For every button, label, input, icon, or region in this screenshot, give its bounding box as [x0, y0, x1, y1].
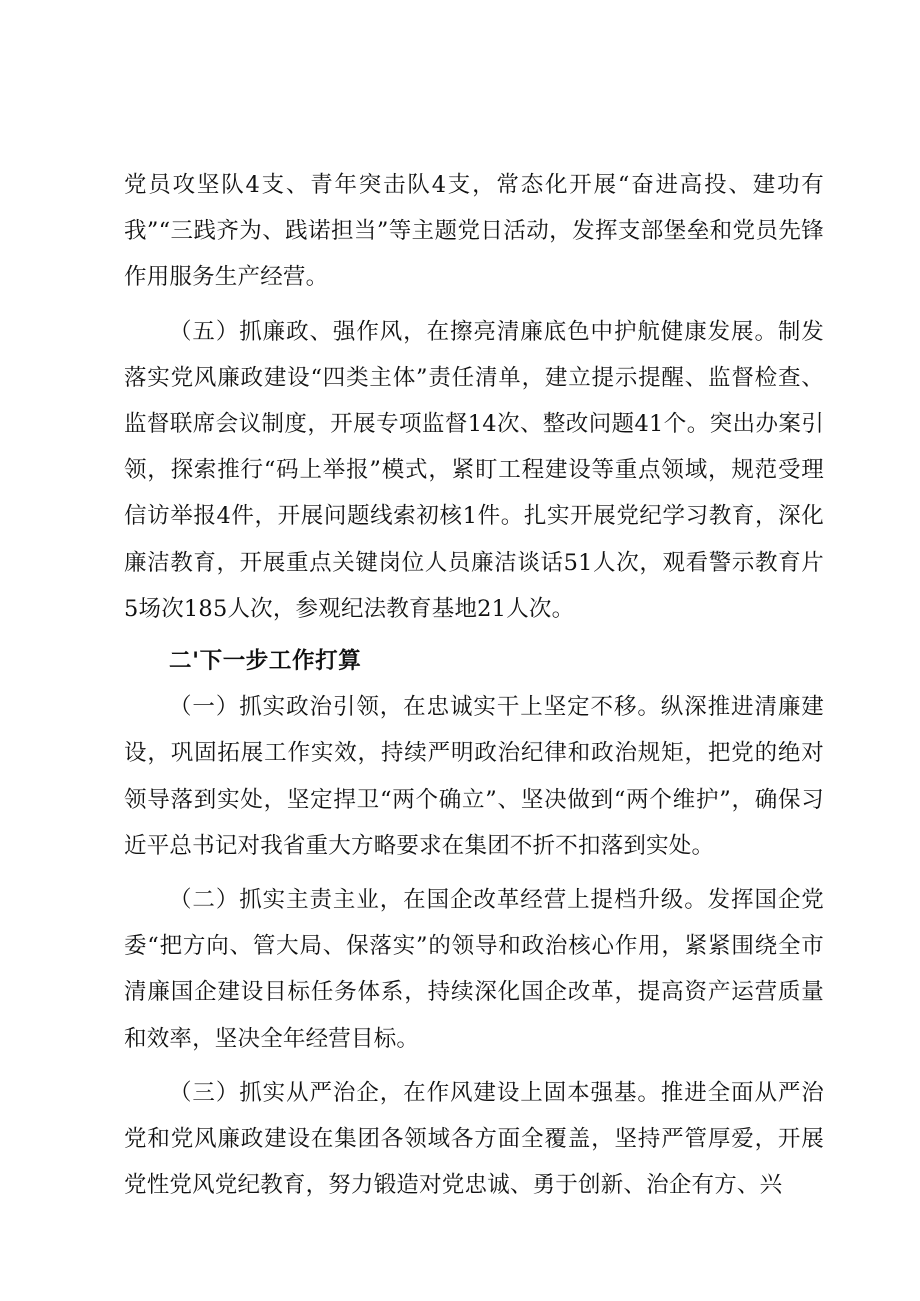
paragraph-integrity-work: （五）抓廉政、强作风，在擦亮清廉底色中护航健康发展。制发落实党风廉政建设“四类主体”责任清单，建立提示提醒、监督检查、监督联席会议制度，开展专项监督14次、整改问题41个。突出办案引领，探索推行“码上举报”模式，紧盯工程建设等重点领域，规范受理信访举报4件，开展问题线索初核1件。扎实开展党纪学习教育，深化廉洁教育，开展重点关键岗位人员廉洁谈话51人次，观看警示教育片5场次185人次，参观纪法教育基地21人次。 [124, 318, 824, 622]
paragraph-plan-main-business: （二）抓实主责主业，在国企改革经营上提档升级。发挥国企党委“把方向、管大局、保落实”的领导和政治核心作用，紧紧围绕全市清廉国企建设目标任务体系，持续深化国企改革，提高资产运营质量和效率，坚决全年经营目标。 [124, 887, 824, 1052]
paragraph-plan-strict-governance: （三）抓实从严治企，在作风建设上固本强基。推进全面从严治党和党风廉政建设在集团各领域各方面全覆盖，坚持严管厚爱，开展党性党风党纪教育，努力锻造对党忠诚、勇于创新、治企有方、兴 [124, 1079, 824, 1199]
section-heading-next-steps: 二'下一步工作打算 [169, 648, 362, 675]
paragraph-plan-political-guidance: （一）抓实政治引领，在忠诚实干上坚定不移。纵深推进清廉建设，巩固拓展工作实效，持续严明政治纪律和政治规矩，把党的绝对领导落到实处，坚定捍卫“两个确立”、坚决做到“两个维护”，确保习近平总书记对我省重大方略要求在集团不折不扣落到实处。 [124, 694, 824, 859]
paragraph-party-teams: 党员攻坚队4支、青年突击队4支，常态化开展“奋进高投、建功有我”“三践齐为、践诺担当”等主题党日活动，发挥支部堡垒和党员先锋作用服务生产经营。 [124, 172, 824, 291]
document-page [124, 162, 824, 1208]
